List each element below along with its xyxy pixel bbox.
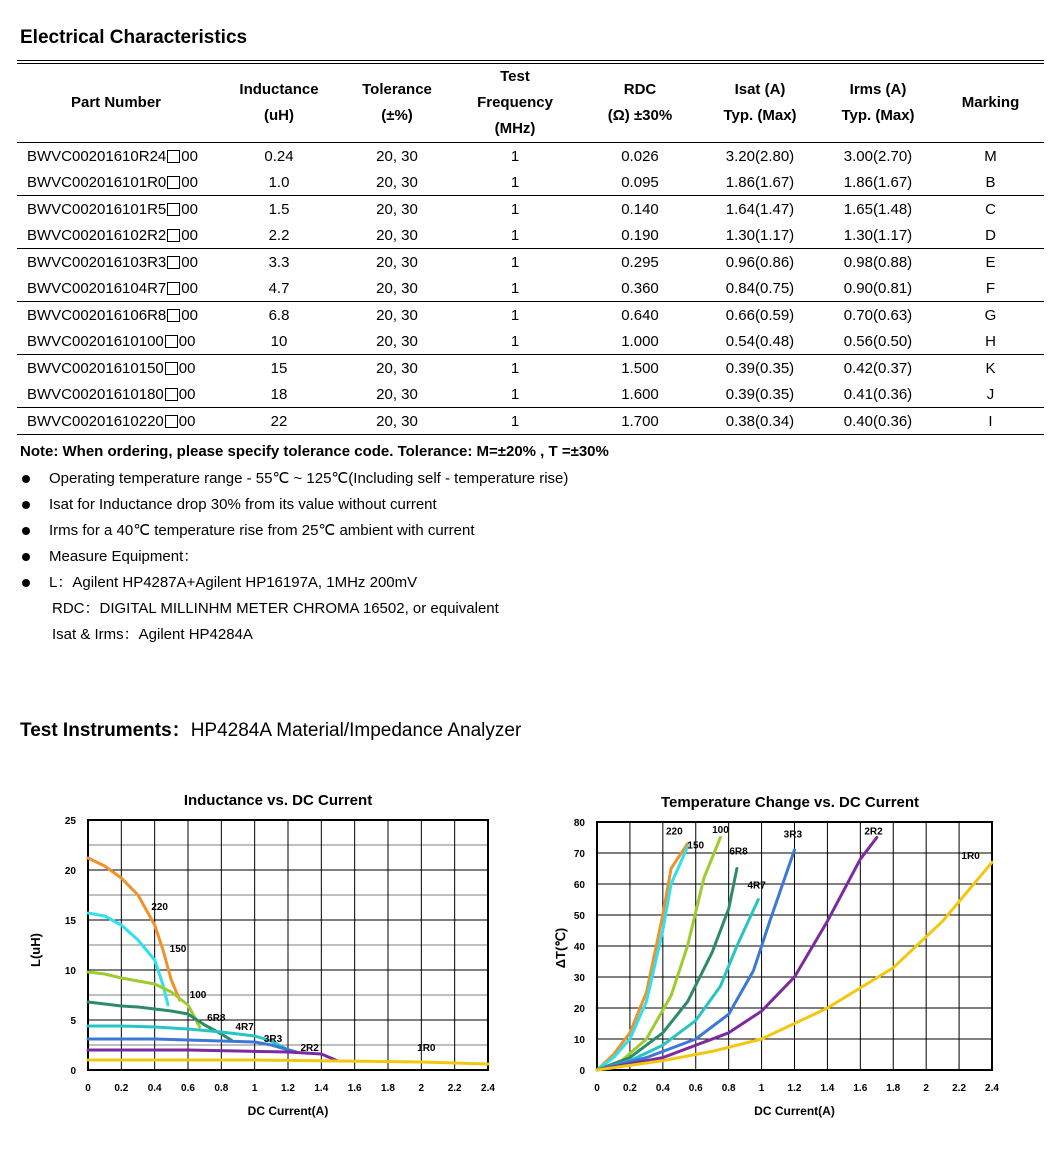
part-number-prefix: BWVC00201610220	[27, 412, 164, 430]
table-cell: 1	[510, 332, 520, 350]
table-cell: E	[937, 249, 1044, 276]
table-cell: 1	[451, 408, 579, 435]
x-tick-label: 0.6	[688, 1083, 703, 1094]
table-cell: 20, 30	[343, 249, 451, 276]
column-header-line: Frequency	[477, 94, 553, 111]
table-cell: 3.00(2.70)	[819, 143, 937, 170]
table-cell: 0.360	[621, 279, 659, 297]
series-line-100	[88, 972, 200, 1027]
table-cell: 3.20(2.80)	[701, 143, 819, 170]
table-cell: 1.000	[621, 332, 659, 350]
part-number-prefix: BWVC002016101R0	[27, 173, 167, 191]
series-label-150: 150	[169, 944, 187, 955]
column-header-line: Isat (A)	[734, 81, 786, 98]
table-cell: J	[986, 385, 995, 403]
column-header-line: Tolerance	[362, 81, 432, 98]
x-tick-label: 2.4	[481, 1083, 495, 1094]
table-cell: 0.70(0.63)	[819, 302, 937, 329]
y-tick-label: 10	[64, 966, 76, 977]
note-text: L：Agilent HP4287A+Agilent HP16197A, 1MHz 200mV	[49, 574, 418, 591]
y-tick-label: 80	[573, 818, 585, 829]
table-cell: 1	[510, 279, 520, 297]
series-label-2r2: 2R2	[300, 1043, 319, 1054]
series-label-2r2: 2R2	[864, 826, 883, 838]
table-cell: 0.39(0.35)	[701, 355, 819, 382]
column-header-line: (uH)	[264, 107, 294, 124]
series-label-3r3: 3R3	[783, 829, 803, 841]
part-number-prefix: BWVC00201610180	[27, 385, 164, 403]
table-cell: 3.3	[215, 249, 343, 276]
table-cell: 0.190	[621, 226, 659, 244]
y-tick-label: 70	[573, 849, 585, 860]
table-cell: 1.30(1.17)	[843, 226, 913, 244]
table-cell: 0.98(0.88)	[819, 249, 937, 276]
y-tick-label: 20	[64, 866, 76, 877]
column-header-line: Typ. (Max)	[723, 107, 797, 124]
table-cell: 1	[510, 226, 520, 244]
x-tick-label: 0.6	[181, 1083, 195, 1094]
table-cell: 15	[215, 355, 343, 382]
series-label-1r0: 1R0	[961, 851, 980, 863]
note-text: Operating temperature range - 55℃ ~ 125℃(Including self - temperature rise)	[49, 470, 569, 487]
table-cell: 20, 30	[376, 385, 418, 403]
table-cell: 0.56(0.50)	[843, 332, 913, 350]
column-header-line: (±%)	[381, 107, 413, 124]
series-label-4r7: 4R7	[747, 880, 766, 892]
x-tick-label: 1.2	[787, 1083, 802, 1094]
table-cell: 1.65(1.48)	[819, 196, 937, 223]
table-cell: 0.140	[579, 196, 701, 223]
table-cell: 1	[451, 302, 579, 329]
y-tick-label: 20	[573, 1004, 585, 1015]
table-cell: 20, 30	[376, 226, 418, 244]
y-tick-label: 0	[579, 1066, 585, 1077]
part-number-prefix: BWVC002016101R5	[27, 200, 167, 218]
x-axis-label: DC Current(A)	[247, 1104, 329, 1118]
chart-title: Inductance vs. DC Current	[183, 792, 373, 809]
table-cell: 0.026	[579, 143, 701, 170]
table-cell: 1	[451, 355, 579, 382]
y-tick-label: 30	[573, 973, 585, 984]
section-title: Electrical Characteristics	[20, 27, 248, 48]
series-label-100: 100	[189, 990, 207, 1001]
part-number-prefix: BWVC002016104R7	[27, 279, 167, 297]
x-tick-label: 1	[758, 1083, 765, 1094]
table-cell: 1.64(1.47)	[701, 196, 819, 223]
part-number-prefix: BWVC00201610R24	[27, 147, 167, 165]
series-label-6r8: 6R8	[207, 1013, 226, 1024]
table-cell: 20, 30	[343, 355, 451, 382]
x-tick-label: 1	[251, 1083, 258, 1094]
part-number-suffix: 00	[181, 200, 198, 218]
x-tick-label: 2.2	[952, 1083, 967, 1094]
table-cell: 0.640	[579, 302, 701, 329]
y-tick-label: 40	[573, 942, 585, 953]
table-cell: 1.600	[621, 385, 659, 403]
x-tick-label: 1.8	[886, 1083, 901, 1094]
note-text: Irms for a 40℃ temperature rise from 25℃ ambient with current	[49, 522, 475, 539]
table-cell: 1	[510, 173, 520, 191]
column-header-line: Irms (A)	[849, 81, 907, 98]
table-cell: 1	[510, 385, 520, 403]
y-tick-label: 60	[573, 880, 585, 891]
x-tick-label: 2	[923, 1083, 929, 1094]
table-cell: 0.40(0.36)	[819, 408, 937, 435]
column-header-line: (Ω) ±30%	[607, 107, 673, 124]
chart-title: Temperature Change vs. DC Current	[660, 794, 920, 811]
table-cell: M	[937, 143, 1044, 170]
table-cell: 0.42(0.37)	[819, 355, 937, 382]
part-number-prefix: BWVC002016102R2	[27, 226, 167, 244]
table-cell: 20, 30	[343, 196, 451, 223]
table-cell: 0.90(0.81)	[843, 279, 913, 297]
table-cell: 20, 30	[376, 173, 418, 191]
table-cell: 1	[451, 143, 579, 170]
table-cell: F	[985, 279, 996, 297]
part-number-suffix: 00	[178, 332, 196, 350]
part-number-prefix: BWVC00201610150	[27, 359, 164, 377]
y-axis-label: L(uH)	[28, 933, 43, 967]
x-tick-label: 1.4	[820, 1083, 835, 1094]
y-tick-label: 5	[70, 1016, 76, 1027]
part-number-suffix: 00	[181, 306, 198, 324]
table-cell: 18	[270, 385, 288, 403]
series-label-220: 220	[151, 902, 169, 913]
x-tick-label: 0.2	[114, 1083, 129, 1094]
table-cell: G	[937, 302, 1044, 329]
x-tick-label: 1.8	[381, 1083, 395, 1094]
note-text: Isat & Irms：Agilent HP4284A	[52, 626, 253, 643]
note-text: Isat for Inductance drop 30% from its value without current	[49, 496, 437, 513]
table-cell: 6.8	[215, 302, 343, 329]
column-header-line: Test	[500, 68, 530, 85]
table-cell: 4.7	[268, 279, 290, 297]
table-cell: I	[937, 408, 1044, 435]
x-tick-label: 0.8	[721, 1083, 736, 1094]
table-cell: D	[985, 226, 996, 244]
table-cell: K	[937, 355, 1044, 382]
table-cell: 22	[215, 408, 343, 435]
part-number-suffix: 00	[181, 279, 198, 297]
note-text: Measure Equipment：	[49, 548, 199, 565]
part-number-suffix: 00	[178, 385, 196, 403]
table-cell: 1.700	[579, 408, 701, 435]
x-tick-label: 1.2	[281, 1083, 295, 1094]
part-number-suffix: 00	[178, 359, 196, 377]
series-label-150: 150	[687, 840, 705, 852]
series-label-4r7: 4R7	[235, 1022, 254, 1033]
part-number-suffix: 00	[181, 253, 198, 271]
series-line-220	[88, 858, 180, 1000]
part-number-prefix: BWVC002016106R8	[27, 306, 167, 324]
table-cell: 0.38(0.34)	[701, 408, 819, 435]
table-cell: 1	[451, 196, 579, 223]
table-cell: 0.41(0.36)	[843, 385, 913, 403]
part-number-suffix: 00	[181, 147, 198, 165]
table-cell: 1.30(1.17)	[725, 226, 795, 244]
x-tick-label: 0.4	[655, 1083, 670, 1094]
series-label-220: 220	[666, 826, 683, 838]
column-header-line: (MHz)	[494, 120, 536, 137]
part-number-prefix: BWVC002016103R3	[27, 253, 167, 271]
table-cell: B	[985, 173, 996, 191]
part-number-suffix: 00	[181, 173, 198, 191]
table-cell: 2.2	[268, 226, 290, 244]
series-label-3r3: 3R3	[263, 1034, 283, 1045]
table-cell: C	[937, 196, 1044, 223]
x-tick-label: 1.4	[314, 1083, 329, 1094]
x-tick-label: 0	[594, 1083, 600, 1094]
ordering-note: Note: When ordering, please specify tolerance code. Tolerance: M=±20% , T =±30%	[20, 443, 609, 460]
x-tick-label: 0.8	[214, 1083, 229, 1094]
x-tick-label: 0.4	[147, 1083, 162, 1094]
x-tick-label: 1.6	[347, 1083, 362, 1094]
y-tick-label: 25	[64, 816, 76, 827]
part-number-suffix: 00	[181, 226, 198, 244]
table-cell: 20, 30	[376, 332, 418, 350]
y-tick-label: 10	[573, 1035, 585, 1046]
x-axis-label: DC Current(A)	[754, 1104, 835, 1118]
table-cell: 0.39(0.35)	[725, 385, 795, 403]
table-cell: 1.5	[215, 196, 343, 223]
test-instruments-label: Test Instruments：	[20, 720, 191, 741]
series-label-1r0: 1R0	[417, 1043, 436, 1054]
table-cell: 0.24	[215, 143, 343, 170]
table-cell: H	[985, 332, 996, 350]
table-cell: 1.500	[579, 355, 701, 382]
test-instruments-value: HP4284A Material/Impedance Analyzer	[190, 720, 522, 741]
note-text: RDC：DIGITAL MILLINHM METER CHROMA 16502, or equivalent	[52, 600, 499, 617]
series-label-6r8: 6R8	[729, 846, 748, 858]
column-header-line: Inductance	[239, 81, 319, 98]
part-number-suffix: 00	[178, 412, 196, 430]
table-cell: 0.295	[579, 249, 701, 276]
table-cell: 0.095	[621, 173, 659, 191]
table-cell: 1.86(1.67)	[725, 173, 795, 191]
x-tick-label: 2.4	[985, 1083, 999, 1094]
table-cell: 0.96(0.86)	[701, 249, 819, 276]
y-tick-label: 0	[70, 1066, 76, 1077]
x-tick-label: 1.6	[853, 1083, 868, 1094]
table-cell: 0.84(0.75)	[725, 279, 795, 297]
series-label-100: 100	[712, 824, 729, 836]
table-cell: 10	[270, 332, 288, 350]
table-cell: 1.86(1.67)	[843, 173, 913, 191]
table-cell: 1.0	[268, 173, 290, 191]
table-cell: 1	[451, 249, 579, 276]
x-tick-label: 0.2	[622, 1083, 637, 1094]
table-cell: 0.54(0.48)	[725, 332, 795, 350]
x-tick-label: 2	[418, 1083, 425, 1094]
column-header-line: Marking	[961, 94, 1020, 111]
column-header-line: Part Number	[70, 94, 162, 111]
column-header-line: RDC	[623, 81, 657, 98]
column-header-line: Typ. (Max)	[841, 107, 915, 124]
x-tick-label: 0	[85, 1083, 91, 1094]
y-axis-label: ΔT(℃)	[553, 927, 568, 969]
y-tick-label: 50	[573, 911, 585, 922]
x-tick-label: 2.2	[447, 1083, 462, 1094]
table-cell: 0.66(0.59)	[701, 302, 819, 329]
table-cell: 20, 30	[376, 279, 418, 297]
part-number-prefix: BWVC00201610100	[27, 332, 164, 350]
table-cell: 20, 30	[343, 302, 451, 329]
table-cell: 20, 30	[343, 408, 451, 435]
y-tick-label: 15	[64, 916, 76, 927]
table-cell: 20, 30	[343, 143, 451, 170]
